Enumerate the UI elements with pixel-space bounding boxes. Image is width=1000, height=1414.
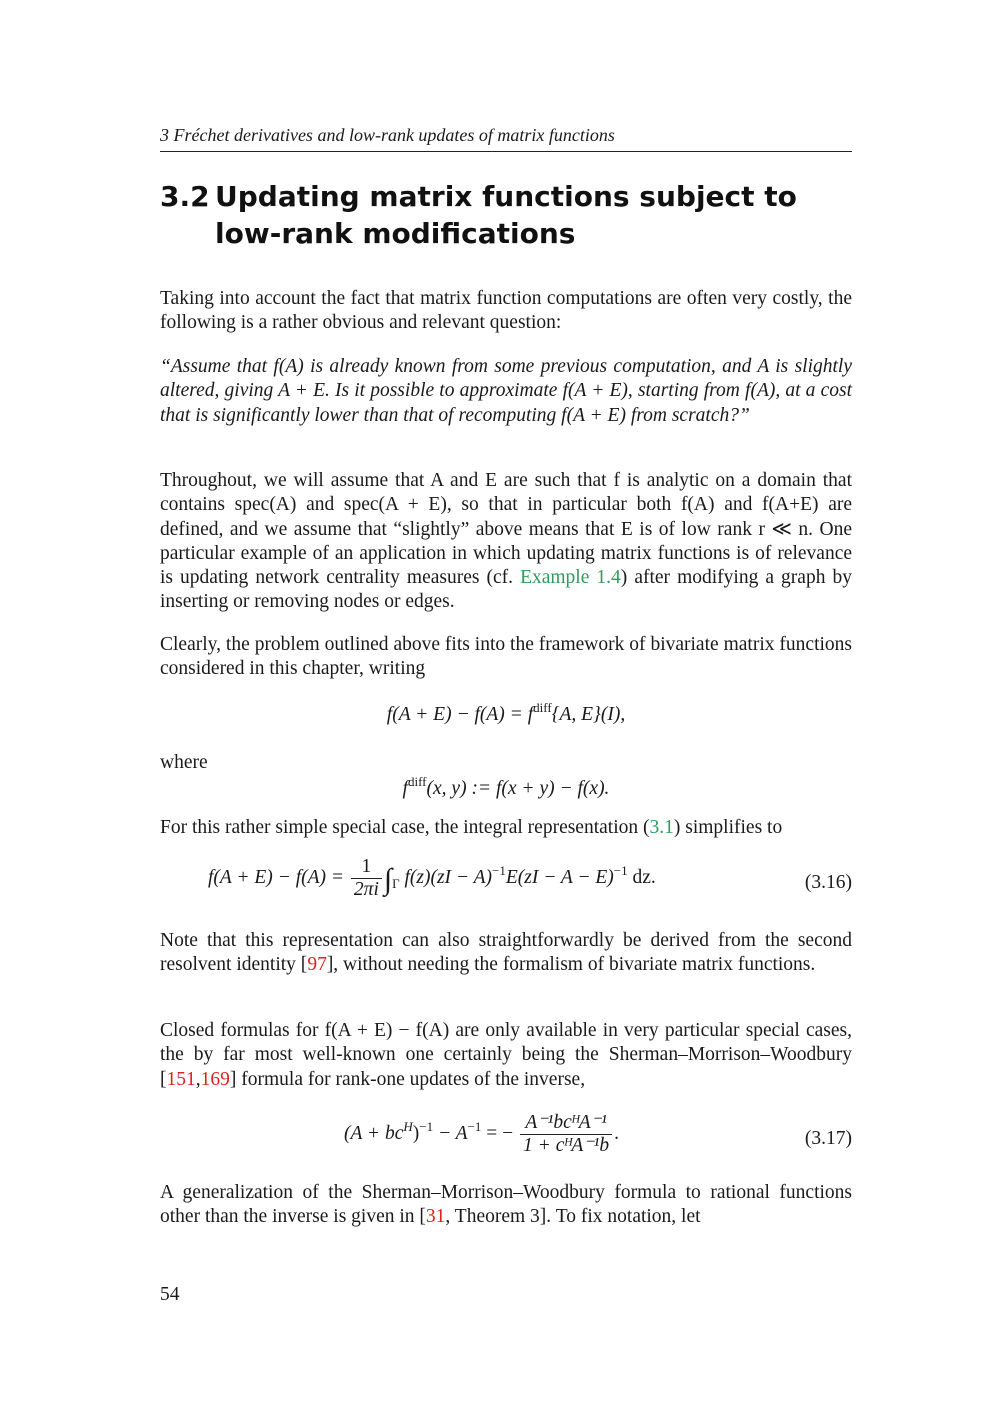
para6-text: Closed formulas for f(A + E) − f(A) are only available in very particular special cases, the by far most well-known one certainly being the Sherman–Morrison–Woodbury [ [160, 1020, 852, 1090]
eq317-lhs2-sup: −1 [419, 1118, 434, 1134]
paragraph-integral-intro [160, 816, 852, 840]
eq317-lhs3-sup: −1 [467, 1118, 482, 1134]
equation-3-16 [160, 856, 852, 901]
eq317-tail: . [614, 1122, 619, 1144]
eq317-lhs2: ) [412, 1122, 420, 1144]
eq316-exp1: −1 [492, 862, 506, 878]
eq316-tail: dz. [627, 866, 656, 888]
eq317-equals: = − [481, 1122, 514, 1144]
eq-b-main: f [402, 778, 408, 799]
integral-contour: Γ [392, 875, 400, 891]
para4-text: For this rather simple special case, the integral representation ( [160, 817, 650, 838]
paragraph-assumptions-text: Throughout, we will assume that A and E are such that f is analytic on a domain that contains spec(A) and spec(A + E), so that in particular both f(A) and f(A+E) are defined, and we assume that “slightly” above means that E is of low rank r ≪ n. One particular example of an application in which updating matrix functions is of relevance is updating network centrality measures (cf. [160, 470, 852, 589]
eq-a-tail: {A, E}(I), [551, 704, 626, 725]
para7-text: A generalization of the Sherman–Morrison–Woodbury formula to rational functions other than the inverse is given in [ [160, 1182, 852, 1228]
citation-169[interactable]: 169 [200, 1068, 230, 1090]
eq-a-main: f(A + E) − f(A) = f [386, 704, 534, 725]
eq317-lhs-sup: H [403, 1118, 413, 1134]
para6-text-end: ] formula for rank-one updates of the inverse, [229, 1068, 586, 1090]
eq317-fraction [520, 1112, 612, 1157]
paragraph-framework: Clearly, the problem outlined above fits into the framework of bivariate matrix functions considered in this chapter, writing [160, 634, 852, 680]
paragraph-assumptions-text-end: ) after modifying a graph by inserting or removing nodes or edges. [160, 567, 852, 613]
equation-3-1-link[interactable]: 3.1 [649, 817, 674, 838]
eq317-frac-den: 1 + cᴴA⁻¹b [523, 1135, 610, 1156]
equation-fdiff-definition [160, 774, 852, 801]
integral-sign: ∫ [383, 862, 393, 896]
eq316-body: f(z)(zI − A) [404, 866, 492, 888]
eq-b-sup: diff [407, 774, 427, 789]
equation-number-3-17: (3.17) [804, 1128, 852, 1149]
para5-text-end: ], without needing the formalism of bivariate matrix functions. [326, 954, 816, 976]
page-number: 54 [160, 1284, 180, 1305]
example-link[interactable]: Example 1.4 [520, 567, 621, 589]
paragraph-closed-formulas: Closed formulas for f(A + E) − f(A) are only available in very particular special cases, the by far most well-known one certainly being the Sherman–Morrison–Woodbury [151,169] formula for rank-one updates of the inverse, [160, 1020, 852, 1090]
paragraph-generalization [160, 1181, 852, 1230]
section-number: 3.2 [160, 180, 210, 213]
equation-fdiff-identity [160, 700, 852, 727]
eq317-lhs: (A + bc [344, 1122, 404, 1144]
eq316-body2: E(zI − A − E) [505, 866, 614, 888]
where-label: where [160, 752, 208, 773]
eq316-frac-den: 2πi [353, 879, 379, 900]
section-heading [160, 178, 852, 252]
citation-31[interactable]: 31 [425, 1206, 446, 1228]
section-title: Updating matrix functions subject to low-rank modifications [215, 180, 797, 250]
equation-number-3-16: (3.16) [804, 872, 852, 893]
eq317-lhs3: − A [433, 1122, 468, 1144]
paragraph-resolvent [160, 929, 852, 978]
citation-151[interactable]: 151 [166, 1068, 196, 1090]
eq-a-sup: diff [533, 700, 552, 715]
paragraph-intro: Taking into account the fact that matrix function computations are often very costly, the following is a rather obvious and relevant question: [160, 288, 852, 334]
eq316-frac-num: 1 [351, 856, 382, 879]
eq316-exp2: −1 [613, 862, 628, 878]
para5-text: Note that this representation can also straightforwardly be derived from the second resolvent identity [ [160, 930, 852, 976]
eq316-lhs: f(A + E) − f(A) = [208, 866, 345, 888]
citation-97[interactable]: 97 [307, 954, 327, 976]
eq-b-tail: (x, y) := f(x + y) − f(x). [426, 778, 610, 799]
equation-3-17 [160, 1112, 852, 1157]
running-header: 3 Fréchet derivatives and low-rank updates of matrix functions [160, 124, 852, 152]
para4-text-end: ) simplifies to [673, 817, 783, 838]
paragraph-assumptions [160, 469, 852, 615]
quoted-question: “Assume that f(A) is already known from some previous computation, and A is slightly altered, giving A + E. Is it possible to approximate f(A + E), starting from f(A), at a cost that is significantly lower than that of recomputing f(A + E) from scratch?” [160, 356, 852, 426]
para7-text-end: , Theorem 3]. To fix notation, let [445, 1206, 701, 1228]
eq316-fraction [351, 856, 382, 901]
eq317-frac-num: A⁻¹bcᴴA⁻¹ [520, 1112, 612, 1135]
